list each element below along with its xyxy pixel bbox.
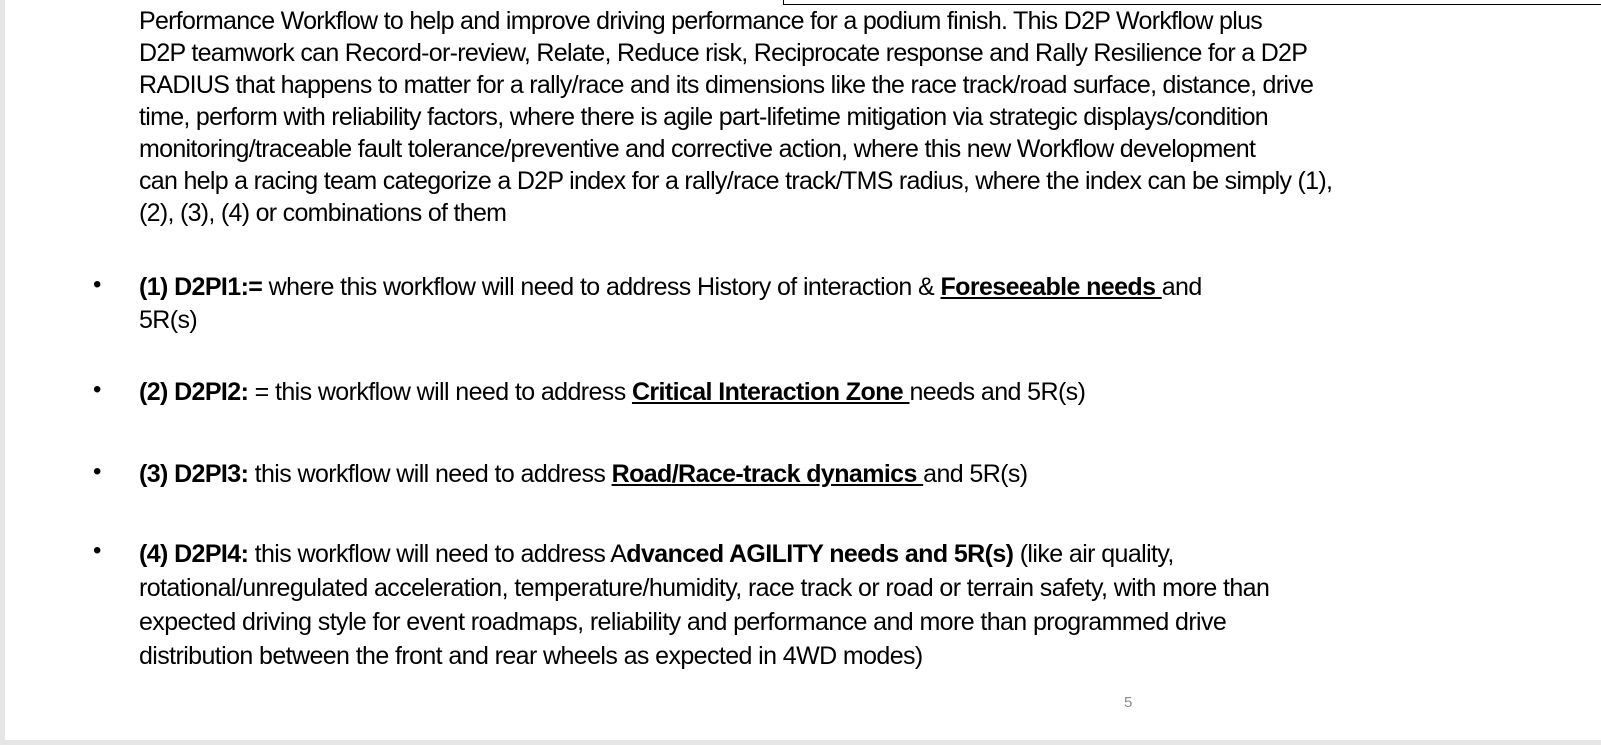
intro-paragraph: Performance Workflow to help and improve driving performance for a podium finish. This D2P Workflow plus D2P teamwork can Record-or-review, Relate, Reduce risk, Reciprocate response and Rally Resilience for a D2P RADIUS that happens to matter for a rally/race and its dimensions like the race track/road surface, distance, drive time, perform with reliability factors, where there is agile part-lifetime mitigation via strategic displays/condition monitoring/traceable fault tolerance/preventive and corrective action, where this new Workflow development can help a racing team categorize a D2P index for a rally/race track/TMS radius, where the index can be simply (1), (2), (3), (4) or combinations of them (139, 7, 1333, 227)
bullet-marker: • (93, 458, 102, 485)
list-item-d2pi1 (139, 271, 1569, 337)
item-text: this workflow will need to address A (248, 540, 627, 568)
bullet-marker: • (93, 537, 102, 564)
list-item-d2pi3 (139, 458, 1569, 491)
slide-page (5, 0, 1601, 740)
item-text: where this workflow will need to address History of interaction & (262, 273, 941, 301)
list-item-d2pi4 (139, 537, 1569, 673)
item-text-tail: and 5R(s) (139, 273, 1202, 334)
item-text: this workflow will need to address (248, 460, 612, 488)
item-emphasis: Foreseeable needs (940, 273, 1162, 301)
item-label: (2) D2PI2: (139, 378, 249, 406)
item-emphasis-bold: dvanced AGILITY needs and 5R(s) (626, 540, 1014, 568)
item-label: (4) D2PI4: (139, 540, 249, 568)
slide-number: 5 (1124, 694, 1133, 711)
bullet-marker: • (93, 271, 102, 298)
item-label: (1) D2PI1:= (139, 273, 263, 301)
item-label: (3) D2PI3: (139, 460, 249, 488)
item-text-tail: and 5R(s) (923, 460, 1028, 488)
item-emphasis: Critical Interaction Zone (631, 378, 910, 406)
bullet-marker: • (93, 376, 102, 403)
item-text-tail: needs and 5R(s) (909, 378, 1086, 406)
item-text: = this workflow will need to address (248, 378, 632, 406)
item-text-tail: (like air quality, rotational/unregulated acceleration, temperature/humidity, race track or road or terrain safety, with more than expected driving style for event roadmaps, reliability and performance and more than programmed drive distribution between the front and rear wheels as expected in 4WD modes) (139, 540, 1270, 670)
item-emphasis: Road/Race-track dynamics (611, 460, 924, 488)
list-item-d2pi2 (139, 376, 1569, 409)
